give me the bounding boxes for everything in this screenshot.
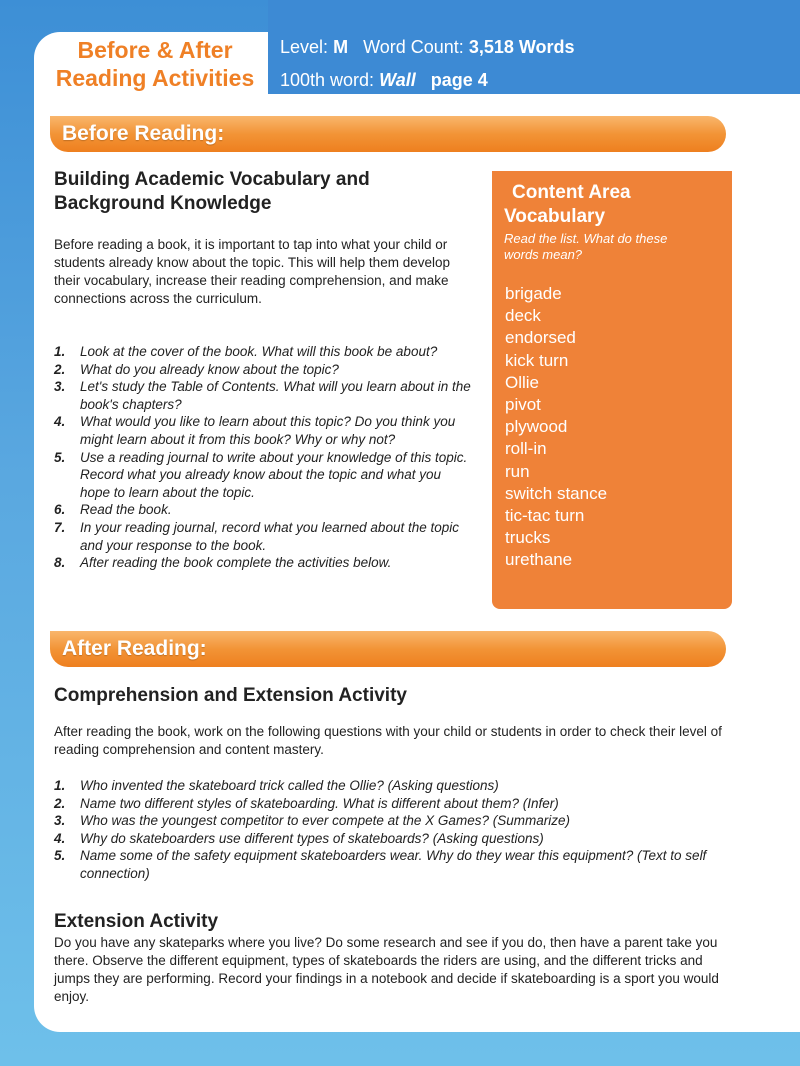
list-item: 1. Look at the cover of the book. What will this book be about? (54, 344, 438, 359)
vocab-word: Ollie (505, 372, 540, 392)
level-value: M (333, 37, 349, 57)
vocabulary-box-subtitle: Read the list. What do these words mean? (504, 231, 668, 262)
extension-paragraph: Do you have any skateparks where you live? Do some research and see if you do, then have a parent take you there. Observe the different equipment, types of skateboards the riders are using, and the different tricks and jumps they are performing. Record your findings in a notebook and decide if skateboarding is a sport you would enjoy. (54, 935, 719, 1004)
level-wordcount-line (280, 37, 575, 58)
vocab-word: roll-in (505, 439, 547, 459)
vocab-word: urethane (505, 550, 573, 570)
vocab-word: tic-tac turn (505, 506, 585, 526)
hundredth-word-line (280, 70, 488, 91)
vocabulary-heading: Building Academic Vocabulary and Background Knowledge (54, 169, 370, 214)
word-count-value: 3,518 Words (468, 37, 575, 57)
before-paragraph: Before reading a book, it is important to tap into what your child or students already know about the topic. This will help them develop their vocabulary, increase their reading comprehension, and make connections across the curriculum. (54, 237, 450, 306)
page-title: Before & After Reading Activities (55, 37, 255, 91)
list-item: 6. Read the book. (54, 502, 172, 518)
level-label: Level: (280, 37, 329, 57)
list-item: 1. Who invented the skateboard trick called the Ollie? (Asking questions) (54, 778, 499, 793)
list-item: 5. Use a reading journal to write about your knowledge of this topic. Record what you already know about the topic and what you hope to learn about the topic. (54, 449, 468, 500)
vocabulary-box-title: Content Area Vocabulary (504, 182, 631, 227)
list-item: 4. Why do skateboarders use different types of skateboards? (Asking questions) (54, 830, 544, 846)
after-paragraph: After reading the book, work on the following questions with your child or students in order to check their level of reading comprehension and content mastery. (54, 724, 722, 757)
vocab-word: brigade (505, 284, 562, 303)
vocab-word: pivot (505, 395, 541, 415)
vocab-word: switch stance (505, 483, 608, 503)
list-item: 3. Who was the youngest competitor to ever compete at the X Games? (Summarize) (54, 813, 570, 829)
comprehension-heading: Comprehension and Extension Activity (54, 685, 407, 706)
before-steps-list (54, 343, 474, 572)
list-item: 2. Name two different styles of skateboarding. What is different about them? (Infer) (54, 795, 559, 811)
list-item: 5. Name some of the safety equipment skateboarders wear. Why do they wear this equipment? (Text to self connection) (54, 848, 707, 881)
hundredth-label: 100th word: (280, 70, 375, 90)
after-reading-banner: After Reading: (50, 631, 726, 667)
page-reference: page 4 (430, 70, 488, 90)
list-item: 4. What would you like to learn about this topic? Do you think you might learn about it from this book? Why or why not? (54, 414, 456, 447)
before-reading-banner: Before Reading: (50, 116, 726, 152)
vocab-word: run (505, 461, 530, 481)
list-item: 3. Let's study the Table of Contents. What will you learn about in the book's chapters? (54, 379, 471, 412)
vocabulary-word-list (505, 283, 607, 572)
word-count-label: Word Count: (363, 37, 464, 57)
list-item: 2. What do you already know about the topic? (54, 361, 339, 377)
extension-heading: Extension Activity (54, 911, 219, 932)
vocab-word: plywood (505, 417, 568, 437)
list-item: 8. After reading the book complete the activities below. (54, 555, 392, 571)
comprehension-questions-list (54, 777, 734, 883)
vocab-word: trucks (505, 528, 551, 548)
content-vocabulary-box (492, 171, 732, 609)
vocab-word: kick turn (505, 350, 569, 370)
vocab-word: endorsed (505, 328, 576, 348)
vocab-word: deck (505, 306, 541, 326)
list-item: 7. In your reading journal, record what you learned about the topic and your response to the book. (54, 519, 459, 553)
hundredth-value: Wall (379, 70, 416, 90)
